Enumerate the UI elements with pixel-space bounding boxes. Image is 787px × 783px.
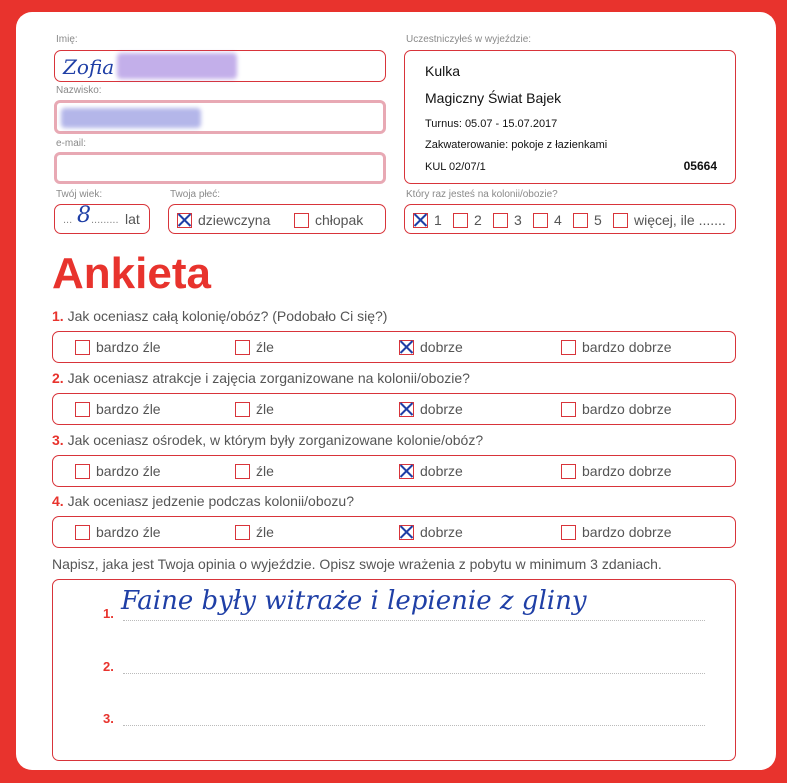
answer-row-3: [52, 455, 736, 487]
option-very-bad[interactable]: bardzo źle: [75, 462, 161, 479]
email-field[interactable]: [54, 152, 386, 184]
line-number: 2.: [103, 659, 114, 674]
gender-option-boy[interactable]: chłopak: [294, 211, 363, 228]
option-very-good[interactable]: bardzo dobrze: [561, 462, 672, 479]
dotted-line: [123, 620, 705, 621]
opinion-box[interactable]: [52, 579, 736, 761]
checkbox[interactable]: [235, 464, 250, 479]
times-option-3[interactable]: 3: [493, 211, 522, 228]
checkbox-checked[interactable]: [177, 213, 192, 228]
gender-option-girl[interactable]: dziewczyna: [177, 211, 270, 228]
name-label: Imię:: [56, 34, 78, 45]
times-field: [404, 204, 736, 234]
checkbox[interactable]: [75, 525, 90, 540]
checkbox[interactable]: [493, 213, 508, 228]
trip-label: Uczestniczyłeś w wyjeździe:: [406, 34, 532, 45]
trip-theme: Magiczny Świat Bajek: [425, 90, 562, 106]
option-very-bad[interactable]: bardzo źle: [75, 523, 161, 540]
checkbox[interactable]: [75, 402, 90, 417]
line-number: 3.: [103, 711, 114, 726]
checkbox[interactable]: [561, 340, 576, 355]
option-very-good[interactable]: bardzo dobrze: [561, 338, 672, 355]
trip-name: Kulka: [425, 63, 461, 79]
checkbox[interactable]: [613, 213, 628, 228]
email-label: e-mail:: [56, 138, 87, 149]
option-good[interactable]: dobrze: [399, 462, 463, 479]
survey-sheet: [16, 12, 776, 770]
option-bad[interactable]: źle: [235, 338, 274, 355]
times-option-5[interactable]: 5: [573, 211, 602, 228]
line-number: 1.: [103, 606, 114, 621]
answer-row-2: [52, 393, 736, 425]
times-option-2[interactable]: 2: [453, 211, 482, 228]
option-very-good[interactable]: bardzo dobrze: [561, 400, 672, 417]
gender-label: Twoja płeć:: [170, 189, 221, 200]
question-3: 3. Jak oceniasz ośrodek, w którym były zorganizowane kolonie/obóz?: [52, 432, 484, 448]
question-2: 2. Jak oceniasz atrakcje i zajęcia zorganizowane na kolonii/obozie?: [52, 370, 470, 386]
checkbox[interactable]: [561, 525, 576, 540]
checkbox[interactable]: [235, 402, 250, 417]
opinion-line-1: Faine były witraże i lepienie z gliny: [121, 586, 587, 616]
question-4: 4. Jak oceniasz jedzenie podczas kolonii/obozu?: [52, 493, 354, 509]
dotted-line: [123, 673, 705, 674]
option-very-bad[interactable]: bardzo źle: [75, 400, 161, 417]
age-field[interactable]: ... 8 ......... lat: [54, 204, 150, 234]
checkbox[interactable]: [294, 213, 309, 228]
option-good[interactable]: dobrze: [399, 523, 463, 540]
checkbox-checked[interactable]: [413, 213, 428, 228]
dotted-line: [123, 725, 705, 726]
age-label: Twój wiek:: [56, 189, 103, 200]
redaction-blur: [117, 53, 237, 79]
option-very-good[interactable]: bardzo dobrze: [561, 523, 672, 540]
checkbox[interactable]: [561, 464, 576, 479]
trip-turnus: Turnus: 05.07 - 15.07.2017: [425, 118, 558, 130]
times-option-4[interactable]: 4: [533, 211, 562, 228]
trip-code: KUL 02/07/1: [425, 161, 486, 173]
trip-lodging: Zakwaterowanie: pokoje z łazienkami: [425, 139, 608, 151]
name-field[interactable]: [54, 50, 386, 82]
times-label: Który raz jesteś na kolonii/obozie?: [406, 189, 558, 200]
option-good[interactable]: dobrze: [399, 400, 463, 417]
checkbox[interactable]: [235, 340, 250, 355]
checkbox[interactable]: [453, 213, 468, 228]
survey-title: Ankieta: [52, 249, 211, 298]
name-value: Zofia: [63, 55, 115, 79]
opinion-prompt: Napisz, jaka jest Twoja opinia o wyjeździe. Opisz swoje wrażenia z pobytu w minimum 3 zdaniach.: [52, 556, 662, 572]
trip-number: 05664: [683, 159, 717, 173]
redaction-blur: [61, 108, 201, 128]
answer-row-1: [52, 331, 736, 363]
option-bad[interactable]: źle: [235, 462, 274, 479]
checkbox-checked[interactable]: [399, 402, 414, 417]
age-unit: lat: [125, 211, 140, 227]
surname-label: Nazwisko:: [56, 85, 102, 96]
checkbox-checked[interactable]: [399, 340, 414, 355]
answer-row-4: [52, 516, 736, 548]
question-1: 1. Jak oceniasz całą kolonię/obóz? (Podobało Ci się?): [52, 308, 388, 324]
checkbox[interactable]: [75, 464, 90, 479]
times-option-more[interactable]: więcej, ile .......: [613, 211, 726, 228]
times-option-1[interactable]: 1: [413, 211, 442, 228]
option-very-bad[interactable]: bardzo źle: [75, 338, 161, 355]
checkbox[interactable]: [533, 213, 548, 228]
option-bad[interactable]: źle: [235, 400, 274, 417]
age-value: 8: [77, 203, 91, 228]
checkbox[interactable]: [235, 525, 250, 540]
checkbox[interactable]: [75, 340, 90, 355]
checkbox-checked[interactable]: [399, 464, 414, 479]
checkbox-checked[interactable]: [399, 525, 414, 540]
option-good[interactable]: dobrze: [399, 338, 463, 355]
checkbox[interactable]: [561, 402, 576, 417]
option-bad[interactable]: źle: [235, 523, 274, 540]
surname-field[interactable]: [54, 100, 386, 134]
gender-field: [168, 204, 386, 234]
checkbox[interactable]: [573, 213, 588, 228]
trip-box: [404, 50, 736, 184]
